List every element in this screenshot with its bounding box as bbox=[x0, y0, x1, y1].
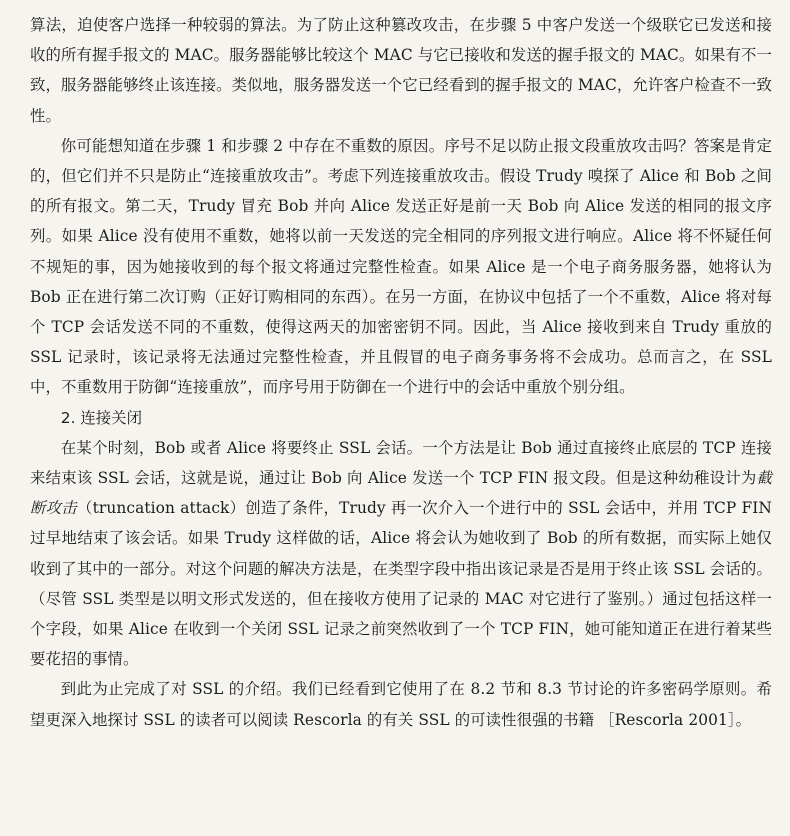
section-number: 2. bbox=[60, 408, 76, 427]
truncation-attack-term: 截断攻击 bbox=[30, 469, 772, 518]
paragraph-handshake-mac: 算法，迫使客户选择一种较弱的算法。为了防止这种篡改攻击，在步骤 5 中客户发送一个级联它已发送和接收的所有握手报文的 MAC。服务器能够比较这个 MAC 与它已接收和发送的握手报文的 MAC。如果有不一致，服务器能够终止该连接。类似地，服务器发送一个它已经看到的握手报文的 MAC，允许客户检查不一致性。 bbox=[30, 16, 772, 125]
truncation-text-before: 在某个时刻，Bob 或者 Alice 将要终止 SSL 会话。一个方法是让 Bob 通过直接终止底层的 TCP 连接来结束该 SSL 会话，这就是说，通过让 Bob 向 Alice 发送一个 TCP FIN 报文段。但是这种幼稚设计为 bbox=[30, 438, 772, 488]
truncation-text-after: （truncation attack）创造了条件，Trudy 再一次介入一个进行中的 SSL 会话中，并用 TCP FIN 过早地结束了该会话。如果 Trudy 这样做的话，Alice 将会认为她收到了 Bob 的所有数据，而实际上她仅收到了其中的一部分。对这个问题的解决方法是，在类型字段中指出该记录是否是用于终止该 SSL 会话的。（尽管 SSL 类型是以明文形式发送的，但在接收方使用了记录的 MAC 对它进行了鉴别。）通过包括这样一个字段，如果 Alice 在收到一个关闭 SSL 记录之前突然收到了一个 TCP FIN，她可能知道正在进行着某些要花招的事情。 bbox=[30, 499, 772, 669]
section-title: 连接关闭 bbox=[80, 408, 142, 427]
section-heading-connection-closure bbox=[30, 403, 772, 433]
paragraph-nonce-replay: 你可能想知道在步骤 1 和步骤 2 中存在不重数的原因。序号不足以防止报文段重放攻击吗？答案是肯定的，但它们并不只是防止“连接重放攻击”。考虑下列连接重放攻击。假设 Trudy 嗅探了 Alice 和 Bob 之间的所有报文。第二天，Trudy 冒充 Bob 并向 Alice 发送正好是前一天 Bob 向 Alice 发送的相同的报文序列。如果 Alice 没有使用不重数，她将以前一天发送的完全相同的序列报文进行响应。Alice 将不怀疑任何不规矩的事，因为她接收到的每个报文将通过完整性检查。如果 Alice 是一个电子商务服务器，她将认为 Bob 正在进行第二次订购（正好订购相同的东西）。在另一方面，在协议中包括了一个不重数，Alice 将对每个 TCP 会话发送不同的不重数，使得这两天的加密密钥不同。因此，当 Alice 接收到来自 Trudy 重放的 SSL 记录时，该记录将无法通过完整性检查，并且假冒的电子商务事务将不会成功。总而言之，在 SSL 中，不重数用于防御“连接重放”，而序号用于防御在一个进行中的会话中重放个别分组。 bbox=[30, 136, 772, 397]
paragraph-truncation-attack bbox=[30, 433, 772, 675]
paragraph-ssl-conclusion: 到此为止完成了对 SSL 的介绍。我们已经看到它使用了在 8.2 节和 8.3 节讨论的许多密码学原则。希望更深入地探讨 SSL 的读者可以阅读 Rescorla 的有关 SSL 的可读性很强的书籍 ［Rescorla 2001］。 bbox=[30, 680, 772, 729]
